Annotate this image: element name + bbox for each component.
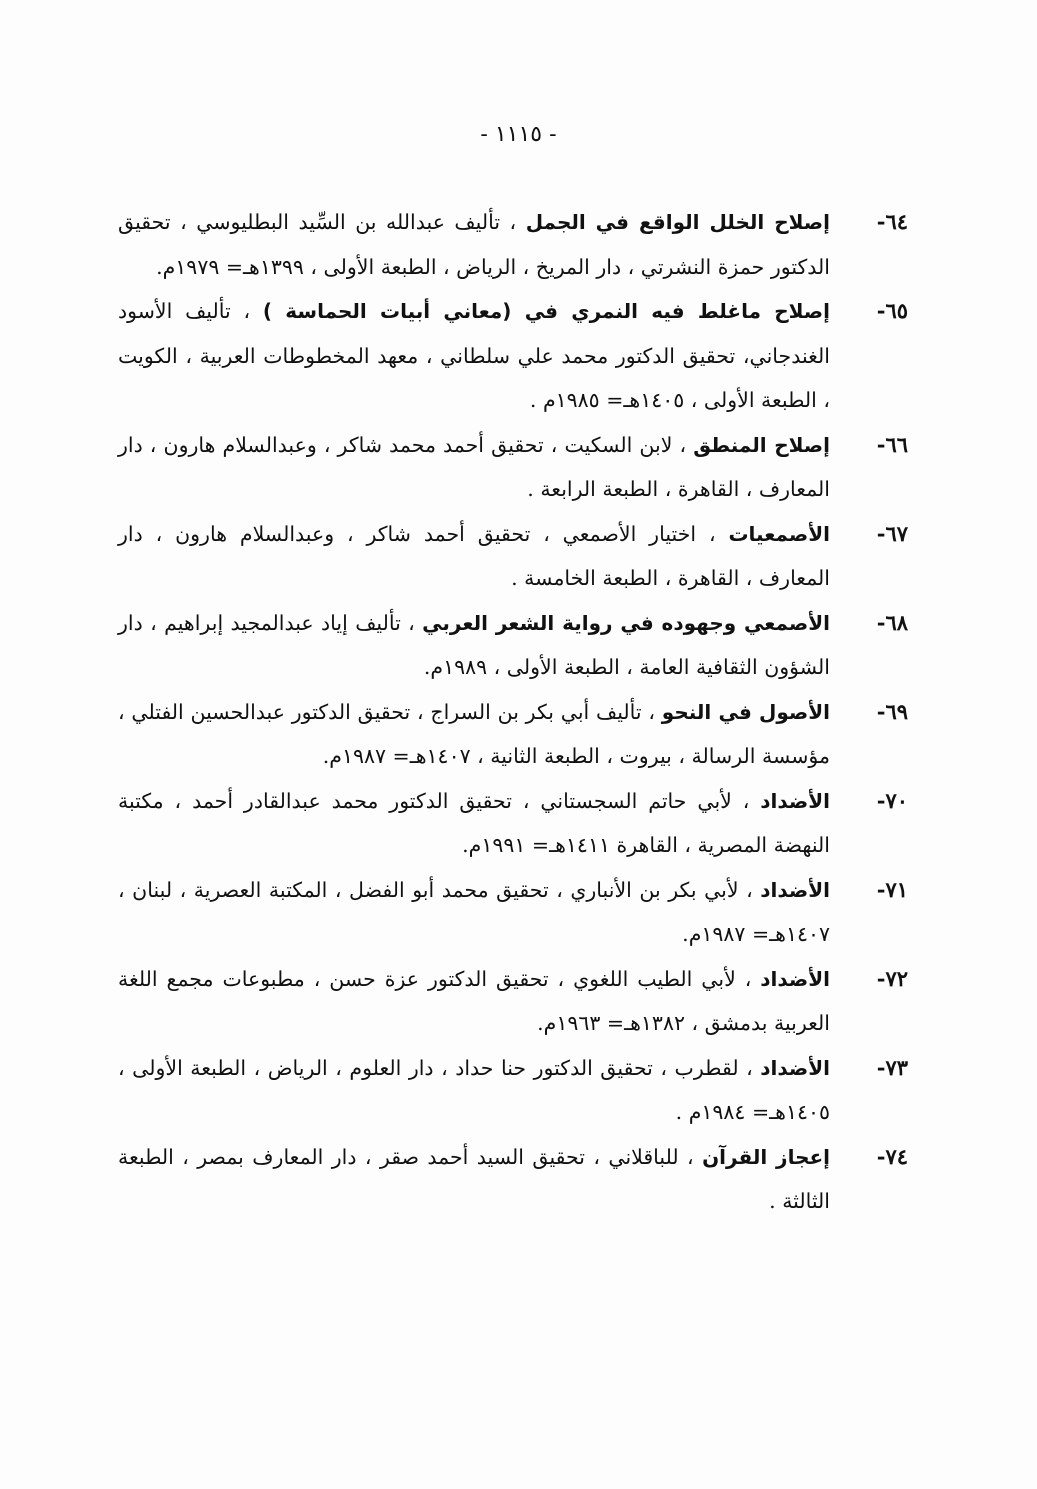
entry-details: ، لأبي الطيب اللغوي ، تحقيق الدكتور عزة حسن ، مطبوعات مجمع اللغة العربية بدمشق ، ١٣٨٢هـ= ١٩٦٣م.	[118, 966, 830, 1035]
entry-number: ٦٩-	[876, 698, 908, 724]
entry-title: الأضداد	[760, 1055, 830, 1080]
entry-number: ٦٥-	[876, 298, 908, 323]
entry-details: ، لقطرب ، تحقيق الدكتور حنا حداد ، دار العلوم ، الرياض ، الطبعة الأولى ، ١٤٠٥هـ= ١٩٨٤م .	[118, 1055, 830, 1124]
entry-title: الأصمعيات	[728, 521, 830, 546]
entry-title: الأضداد	[760, 788, 830, 813]
page-number: - ١١١٥ -	[480, 122, 557, 147]
entry-number: ٧٤-	[876, 1143, 908, 1169]
bibliography-entry	[118, 423, 908, 512]
bibliography-entry	[118, 868, 908, 957]
entry-title: إصلاح الخلل الواقع في الجمل	[525, 210, 830, 234]
entry-number: ٧١-	[876, 876, 908, 902]
entry-details: ، لأبي حاتم السجستاني ، تحقيق الدكتور محمد عبدالقادر أحمد ، مكتبة النهضة المصرية ، القاهرة ١٤١١هـ= ١٩٩١م.	[118, 788, 830, 857]
entry-title: الأصمعي وجهوده في رواية الشعر العربي	[422, 610, 830, 635]
bibliography-entry	[118, 957, 908, 1046]
bibliography-entry	[118, 200, 908, 289]
entry-details: ، لأبي بكر بن الأنباري ، تحقيق محمد أبو الفضل ، المكتبة العصرية ، لبنان ، ١٤٠٧هـ= ١٩٨٧م.	[118, 877, 830, 946]
entry-details: ، اختيار الأصمعي ، تحقيق أحمد شاكر ، وعبدالسلام هارون ، دار المعارف ، القاهرة ، الطبعة الخامسة .	[118, 521, 830, 590]
bibliography-entry	[118, 601, 908, 690]
bibliography-entry	[118, 690, 908, 779]
entry-details: ، لابن السكيت ، تحقيق أحمد محمد شاكر ، وعبدالسلام هارون ، دار المعارف ، القاهرة ، الطبعة الرابعة .	[118, 432, 830, 501]
bibliography-entry	[118, 1135, 908, 1224]
entry-title: الأضداد	[760, 877, 830, 902]
entry-number: ٦٦-	[876, 431, 908, 457]
entry-details: ، للباقلاني ، تحقيق السيد أحمد صقر ، دار المعارف بمصر ، الطبعة الثالثة .	[118, 1144, 830, 1213]
bibliography-entry	[118, 512, 908, 601]
bibliography-list	[118, 200, 908, 1224]
entry-number: ٧٣-	[876, 1054, 908, 1080]
entry-details: ، تأليف أبي بكر بن السراج ، تحقيق الدكتور عبدالحسين الفتلي ، مؤسسة الرسالة ، بيروت ، الطبعة الثانية ، ١٤٠٧هـ= ١٩٨٧م.	[118, 699, 830, 768]
entry-details: ، تأليف الأسود الغندجاني، تحقيق الدكتور محمد علي سلطاني ، معهد المخطوطات العربية ، الكويت ، الطبعة الأولى ، ١٤٠٥هـ= ١٩٨٥م .	[118, 299, 830, 412]
entry-details: ، تأليف إياد عبدالمجيد إبراهيم ، دار الشؤون الثقافية العامة ، الطبعة الأولى ، ١٩٨٩م.	[118, 610, 830, 679]
entry-number: ٦٨-	[876, 609, 908, 635]
entry-title: إصلاح المنطق	[693, 432, 830, 457]
bibliography-entry	[118, 289, 908, 423]
entry-title: الأضداد	[760, 966, 830, 991]
entry-details: ، تأليف عبدالله بن السِّيد البطليوسي ، تحقيق الدكتور حمزة النشرتي ، دار المريخ ، الرياض ، الطبعة الأولى ، ١٣٩٩هـ= ١٩٧٩م.	[118, 210, 830, 279]
entry-number: ٦٤-	[876, 209, 908, 234]
entry-number: ٧٠-	[876, 787, 908, 813]
bibliography-entry	[118, 1046, 908, 1135]
entry-title: الأصول في النحو	[661, 699, 830, 724]
entry-number: ٦٧-	[876, 520, 908, 546]
entry-number: ٧٢-	[876, 965, 908, 991]
entry-title: إعجاز القرآن	[702, 1144, 831, 1169]
bibliography-entry	[118, 779, 908, 868]
entry-title: إصلاح ماغلط فيه النمري في (معاني أبيات الحماسة )	[262, 299, 830, 323]
